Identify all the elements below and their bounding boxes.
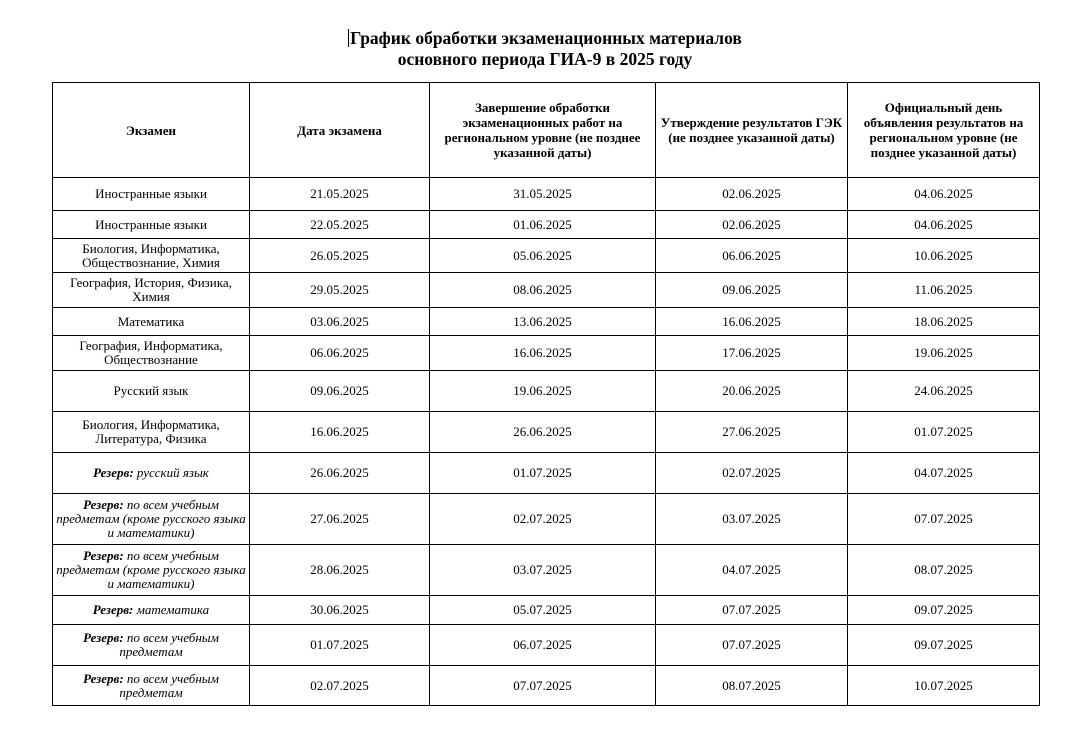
reserve-label: Резерв: [83,548,124,563]
exam-name: География, Информатика, Обществознание [79,338,223,367]
title-line-2: основного периода ГИА-9 в 2025 году [397,49,693,69]
exam-date-cell: 22.05.2025 [250,211,430,239]
announcement-day-cell: 09.07.2025 [848,625,1040,666]
exam-name: по всем учебным предметам (кроме русского языка и математики) [56,497,246,540]
exam-cell-text [56,466,246,480]
reserve-label: Резерв: [83,497,124,512]
exam-cell-text [56,672,246,700]
exam-cell [53,239,250,273]
reserve-label: Резерв: [83,630,124,645]
table-row [53,211,1040,239]
exam-cell-text [56,218,246,232]
exam-cell-text [56,631,246,659]
exam-cell [53,625,250,666]
exam-date-cell: 27.06.2025 [250,494,430,545]
exam-name: Биология, Информатика, Литература, Физика [82,417,220,446]
exam-date-cell: 02.07.2025 [250,666,430,706]
schedule-table [52,82,1040,706]
gek-approval-cell: 16.06.2025 [656,308,848,336]
exam-name: по всем учебным предметам (кроме русского языка и математики) [56,548,246,591]
table-row [53,494,1040,545]
exam-cell [53,336,250,371]
exam-name: География, История, Физика, Химия [70,275,232,304]
processing-deadline-cell: 01.07.2025 [430,453,656,494]
exam-name: Иностранные языки [95,216,207,232]
page-title [0,28,1075,70]
gek-approval-cell: 02.07.2025 [656,453,848,494]
gek-approval-cell: 09.06.2025 [656,273,848,308]
exam-name: по всем учебным предметам [119,670,219,700]
gek-approval-cell: 03.07.2025 [656,494,848,545]
exam-cell-text [56,418,246,446]
exam-cell [53,371,250,412]
header-exam: Экзамен [53,83,250,178]
table-header-row [53,83,1040,178]
announcement-day-cell: 08.07.2025 [848,545,1040,596]
exam-date-cell: 21.05.2025 [250,178,430,211]
exam-date-cell: 03.06.2025 [250,308,430,336]
announcement-day-cell: 18.06.2025 [848,308,1040,336]
exam-cell [53,178,250,211]
exam-cell [53,453,250,494]
gek-approval-cell: 08.07.2025 [656,666,848,706]
exam-cell-text [56,276,246,304]
exam-cell [53,666,250,706]
processing-deadline-cell: 19.06.2025 [430,371,656,412]
exam-cell-text [56,242,246,270]
announcement-day-cell: 19.06.2025 [848,336,1040,371]
gek-approval-cell: 20.06.2025 [656,371,848,412]
gek-approval-cell: 07.07.2025 [656,596,848,625]
processing-deadline-cell: 05.07.2025 [430,596,656,625]
processing-deadline-cell: 26.06.2025 [430,412,656,453]
exam-cell-text [56,339,246,367]
table-row [53,453,1040,494]
exam-name: русский язык [133,465,209,480]
announcement-day-cell: 04.07.2025 [848,453,1040,494]
table-row [53,545,1040,596]
exam-name: Биология, Информатика, Обществознание, Химия [82,240,220,270]
exam-name: математика [133,602,210,617]
processing-deadline-cell: 08.06.2025 [430,273,656,308]
gek-approval-cell: 02.06.2025 [656,211,848,239]
exam-cell [53,273,250,308]
header-gek-approval: Утверждение результатов ГЭК (не позднее указанной даты) [656,83,848,178]
exam-name: Иностранные языки [95,186,207,201]
text-cursor-icon [348,29,349,47]
exam-cell [53,545,250,596]
table-row [53,273,1040,308]
processing-deadline-cell: 02.07.2025 [430,494,656,545]
title-line-1 [0,28,1075,49]
reserve-label: Резерв: [93,465,134,480]
processing-deadline-cell: 05.06.2025 [430,239,656,273]
table-row [53,625,1040,666]
exam-date-cell: 26.06.2025 [250,453,430,494]
processing-deadline-cell: 01.06.2025 [430,211,656,239]
table-row [53,666,1040,706]
exam-cell [53,211,250,239]
exam-cell [53,412,250,453]
exam-name: Математика [117,313,185,329]
exam-cell-text [56,603,246,617]
processing-deadline-cell: 06.07.2025 [430,625,656,666]
exam-cell [53,596,250,625]
gek-approval-cell: 04.07.2025 [656,545,848,596]
exam-name: Русский язык [113,383,189,398]
exam-cell [53,494,250,545]
exam-cell-text [56,315,246,329]
processing-deadline-cell: 16.06.2025 [430,336,656,371]
processing-deadline-cell: 13.06.2025 [430,308,656,336]
exam-date-cell: 01.07.2025 [250,625,430,666]
exam-cell-text [56,187,246,201]
gek-approval-cell: 06.06.2025 [656,239,848,273]
table-row [53,178,1040,211]
announcement-day-cell: 04.06.2025 [848,178,1040,211]
exam-cell-text [56,384,246,398]
exam-date-cell: 28.06.2025 [250,545,430,596]
exam-date-cell: 06.06.2025 [250,336,430,371]
header-announcement-day: Официальный день объявления результатов на региональном уровне (не позднее указанной даты) [848,83,1040,178]
announcement-day-cell: 09.07.2025 [848,596,1040,625]
table-row [53,308,1040,336]
header-exam-date: Дата экзамена [250,83,430,178]
exam-cell [53,308,250,336]
table-row [53,336,1040,371]
exam-date-cell: 30.06.2025 [250,596,430,625]
table-body [53,178,1040,706]
exam-cell-text [56,549,246,591]
processing-deadline-cell: 03.07.2025 [430,545,656,596]
gek-approval-cell: 17.06.2025 [656,336,848,371]
processing-deadline-cell: 07.07.2025 [430,666,656,706]
reserve-label: Резерв: [92,602,134,617]
gek-approval-cell: 02.06.2025 [656,178,848,211]
announcement-day-cell: 10.07.2025 [848,666,1040,706]
table-row [53,596,1040,625]
announcement-day-cell: 24.06.2025 [848,371,1040,412]
exam-date-cell: 26.05.2025 [250,239,430,273]
table-row [53,239,1040,273]
exam-date-cell: 09.06.2025 [250,371,430,412]
exam-date-cell: 29.05.2025 [250,273,430,308]
header-processing-deadline: Завершение обработки экзаменационных работ на региональном уровне (не позднее указанной даты) [430,83,656,178]
gek-approval-cell: 07.07.2025 [656,625,848,666]
announcement-day-cell: 11.06.2025 [848,273,1040,308]
table-row [53,412,1040,453]
exam-date-cell: 16.06.2025 [250,412,430,453]
table-row [53,371,1040,412]
gek-approval-cell: 27.06.2025 [656,412,848,453]
exam-name: по всем учебным предметам [119,630,219,659]
reserve-label: Резерв: [83,670,124,686]
processing-deadline-cell: 31.05.2025 [430,178,656,211]
title-line-1-text: График обработки экзаменационных материалов [350,28,742,48]
announcement-day-cell: 04.06.2025 [848,211,1040,239]
exam-cell-text [56,498,246,540]
announcement-day-cell: 01.07.2025 [848,412,1040,453]
announcement-day-cell: 07.07.2025 [848,494,1040,545]
announcement-day-cell: 10.06.2025 [848,239,1040,273]
